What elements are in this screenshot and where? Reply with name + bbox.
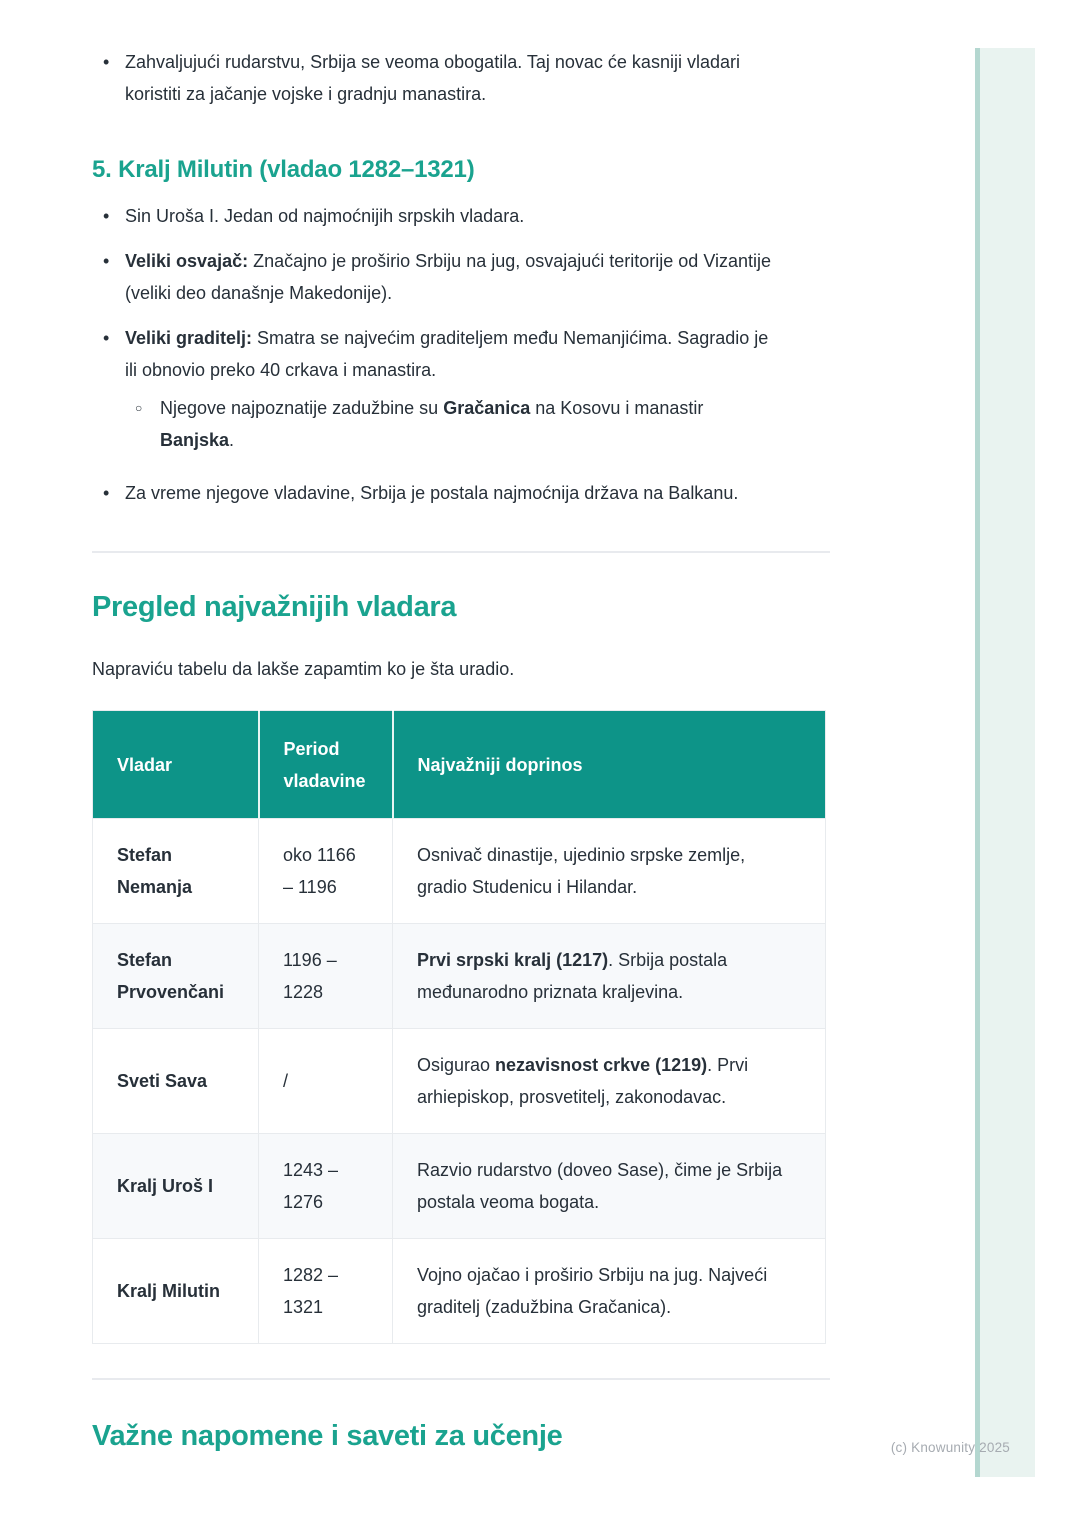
- bold-text-segment: Veliki osvajač:: [125, 251, 249, 271]
- text-segment: Razvio rudarstvo (doveo Sase), čime je Srbija postala veoma bogata.: [417, 1160, 783, 1212]
- text-segment: . Srbija postala međunarodno priznata kraljevina.: [417, 950, 728, 1002]
- bullet-marker-icon: •: [103, 483, 110, 503]
- ruler-contribution-cell: [393, 1239, 826, 1344]
- rulers-table: [92, 710, 826, 1344]
- rulers-table-body: [93, 819, 826, 1344]
- table-row: [93, 1239, 826, 1344]
- ruler-period-cell: 1196 – 1228: [259, 924, 393, 1029]
- milutin-bullet-list: [92, 200, 832, 509]
- ruler-period-cell: 1282 – 1321: [259, 1239, 393, 1344]
- ruler-name-cell: Stefan Nemanja: [93, 819, 259, 924]
- bullet-item: [103, 322, 832, 464]
- table-row: [93, 924, 826, 1029]
- text-segment: Sin Uroša I. Jedan od najmoćnijih srpskih vladara.: [125, 206, 525, 226]
- text-segment: na Kosovu i manastir: [530, 398, 704, 418]
- bullet-text: [125, 477, 738, 509]
- ruler-period-cell: /: [259, 1029, 393, 1134]
- bold-text-segment: Veliki graditelj:: [125, 328, 253, 348]
- ruler-contribution-cell: [393, 819, 826, 924]
- bullet-marker-icon: •: [103, 52, 110, 72]
- bullet-text: [125, 200, 524, 232]
- text-segment: . Prvi arhiepiskop, prosvetitelj, zakonodavac.: [417, 1055, 749, 1107]
- bullet-text: [125, 322, 777, 464]
- table-row: [93, 1029, 826, 1134]
- ruler-name-cell: Kralj Uroš I: [93, 1134, 259, 1239]
- text-segment: Za vreme njegove vladavine, Srbija je postala najmoćnija država na Balkanu.: [125, 483, 739, 503]
- bold-text-segment: nezavisnost crkve (1219): [495, 1055, 708, 1075]
- ruler-name-cell: Kralj Milutin: [93, 1239, 259, 1344]
- sub-bullet-text: [160, 392, 777, 456]
- ruler-name-cell: Stefan Prvovenčani: [93, 924, 259, 1029]
- bold-text-segment: Banjska: [160, 430, 230, 450]
- sub-bullet-marker-icon: ○: [135, 401, 143, 415]
- ruler-period-cell: 1243 – 1276: [259, 1134, 393, 1239]
- table-row: [93, 1134, 826, 1239]
- bullet-item: [103, 245, 832, 309]
- bullet-item: [103, 200, 832, 232]
- document-content: [92, 0, 832, 1454]
- table-row: [93, 819, 826, 924]
- bullet-marker-icon: •: [103, 206, 110, 226]
- text-segment: Vojno ojačao i proširio Srbiju na jug. Najveći graditelj (zadužbina Gračanica).: [417, 1265, 768, 1317]
- bullet-marker-icon: •: [103, 328, 110, 348]
- table-header-cell: Period vladavine: [259, 711, 393, 819]
- text-segment: .: [229, 430, 235, 450]
- text-segment: Njegove najpoznatije zadužbine su: [160, 398, 444, 418]
- ruler-contribution-cell: [393, 924, 826, 1029]
- intro-bullet-list: [92, 46, 832, 110]
- text-segment: Značajno je proširio Srbiju na jug, osvajajući teritorije od Vizantije (veliki deo današnje Makedonije).: [125, 251, 772, 303]
- text-segment: Zahvaljujući rudarstvu, Srbija se veoma obogatila. Taj novac će kasniji vladari koristiti za jačanje vojske i gradnju manastira.: [125, 52, 740, 104]
- table-intro-text: Napraviću tabelu da lakše zapamtim ko je šta uradio.: [92, 659, 515, 679]
- page-edge-strip: [975, 48, 1035, 1477]
- bullet-text: [125, 245, 777, 309]
- ruler-name-cell: Sveti Sava: [93, 1029, 259, 1134]
- section-divider: [92, 551, 830, 553]
- ruler-contribution-cell: [393, 1029, 826, 1134]
- ruler-period-cell: oko 1166 – 1196: [259, 819, 393, 924]
- text-segment: Osnivač dinastije, ujedinio srpske zemlje, gradio Studenicu i Hilandar.: [417, 845, 746, 897]
- table-header-row: [93, 711, 826, 819]
- section-heading-milutin: 5. Kralj Milutin (vladao 1282–1321): [92, 156, 475, 183]
- sub-bullet-list: [125, 392, 777, 456]
- bold-text-segment: Prvi srpski kralj (1217): [417, 950, 609, 970]
- sub-bullet-item: [135, 392, 777, 456]
- section-divider: [92, 1378, 830, 1380]
- ruler-contribution-cell: [393, 1134, 826, 1239]
- copyright-watermark: (c) Knowunity 2025: [890, 1440, 1010, 1455]
- bullet-item: [103, 46, 832, 110]
- text-segment: Osigurao: [417, 1055, 496, 1075]
- section-heading-pregled: Pregled najvažnijih vladara: [92, 591, 457, 623]
- bullet-marker-icon: •: [103, 251, 110, 271]
- section-heading-vazne: Važne napomene i saveti za učenje: [92, 1420, 563, 1452]
- bullet-text: [125, 46, 777, 110]
- text-segment: Smatra se najvećim graditeljem među Nemanjićima. Sagradio je ili obnovio preko 40 crkava i manastira.: [125, 328, 769, 380]
- rulers-table-head: [93, 711, 826, 819]
- table-header-cell: Najvažniji doprinos: [393, 711, 826, 819]
- table-header-cell: Vladar: [93, 711, 259, 819]
- bullet-item: [103, 477, 832, 509]
- bold-text-segment: Gračanica: [443, 398, 531, 418]
